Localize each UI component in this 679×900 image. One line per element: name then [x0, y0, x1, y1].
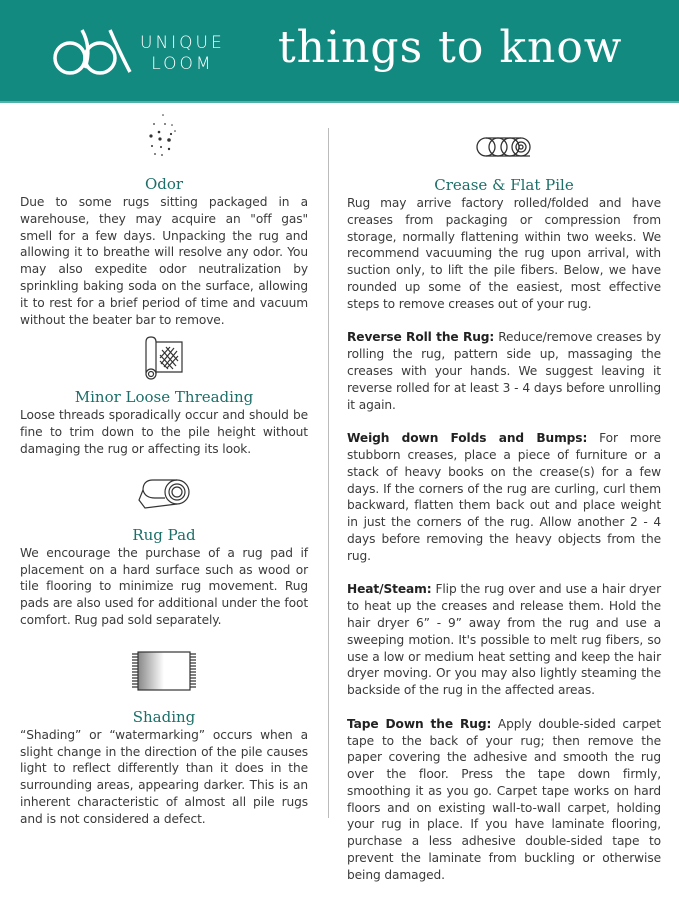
brand-name: [140, 33, 225, 75]
tip-heat-steam: [347, 581, 661, 699]
section-title: Minor Loose Threading: [74, 388, 254, 407]
section-text: Loose threads sporadically occur and should be fine to trim down to the pile height without damaging the rug or affecting its look.: [20, 408, 308, 456]
tip-text: Apply double-sided carpet tape to the back of your rug; then remove the paper covering the adhesive and smooth the rug over the floor. Press the tape down firmly, smoothing it as you go. Carpet tape works on hard floors and on existing wall-to-wall carpet, holding your rug in place. If you have laminate flooring, purchase a less adhesive double-sided tape to prevent the laminate from buckling or otherwise being damaged.: [347, 716, 661, 882]
section-odor: [20, 112, 308, 328]
tip-text: Flip the rug over and use a hair dryer to heat up the creases and release them. Hold the hair dryer 6” - 9” away from the rug and use a sweeping motion. It's possible to melt rug fibers, so use a low or medium heat setting and keep the hair dryer moving. Or you may also lightly steaming the backside of the rug in the affected areas.: [347, 582, 661, 698]
tip-label: Reverse Roll the Rug:: [347, 330, 495, 345]
section-rug-pad: [20, 478, 308, 629]
tip-text: Reduce/remove creases by rolling the rug, pattern side up, massaging the creases with your hands. We suggest leaving it reverse rolled for at least 3 - 4 days before unrolling it again.: [347, 330, 661, 412]
section-threading: [20, 336, 308, 457]
rug-threads-icon: [142, 336, 186, 380]
column-divider: [328, 128, 329, 818]
tip-label: Weigh down Folds and Bumps:: [347, 431, 588, 446]
section-text: We encourage the purchase of a rug pad if placement on a hard surface such as wood or tile flooring to minimize rug movement. Rug pads are also used for additional under the foot comfort. Rug pad sold separately.: [20, 545, 308, 627]
crease-intro: Rug may arrive factory rolled/folded and have creases from packaging or compression from storage, normally flattening within two weeks. We recommend vacuuming the rug upon arrival, with suction only, to lift the pile fibers. Below, we have rounded up some of the easiest, most effective steps to remove creases out of your rug.: [347, 196, 661, 311]
unique-loom-logo-icon: [52, 28, 134, 76]
section-title: Rug Pad: [132, 525, 196, 544]
left-column: [20, 110, 308, 828]
section-text: Due to some rugs sitting packaged in a warehouse, they may acquire an "off gas" smell for a few days. Unpacking the rug and allowing it to breathe will resolve any odor. You may also expedite odor neutralization by sprinkling baking soda on the surface, allowing it to rest for a brief period of time and vacuum without the beater bar to remove.: [20, 195, 308, 327]
tip-tape-down: [347, 716, 661, 884]
right-column: [347, 110, 661, 900]
tip-weigh-down: [347, 430, 661, 564]
section-shading: [20, 651, 308, 828]
section-title: Odor: [144, 175, 184, 193]
rolled-rugs-icon: [476, 134, 532, 160]
header-banner: [0, 0, 679, 103]
tip-label: Heat/Steam:: [347, 582, 432, 597]
page-title: things to know: [278, 22, 623, 73]
brand-line1: UNIQUE: [140, 33, 225, 53]
section-text: “Shading” or “watermarking” occurs when a slight change in the direction of the pile causes light to reflect differently than it does in the surrounding areas, appearing darker. This is an inherent characteristic of almost all pile rugs and is not considered a defect.: [20, 727, 308, 826]
tip-reverse-roll: [347, 329, 661, 413]
tip-label: Tape Down the Rug:: [347, 716, 492, 731]
dots-icon: [144, 112, 184, 162]
section-title: Shading: [132, 707, 196, 726]
shaded-rug-icon: [132, 651, 196, 691]
brand-line2: LOOM: [151, 54, 214, 74]
rolled-pad-icon: [137, 478, 191, 512]
tip-text: For more stubborn creases, place a piece of furniture or a stack of heavy books on the crease(s) for a few days. If the corners of the rug are curling, curl them backward, flatten them back out and place weight in just the corners of the rug. Allow another 2 - 4 days before removing the heavy objects from the rug.: [347, 431, 661, 563]
section-title: Crease & Flat Pile: [434, 176, 574, 194]
